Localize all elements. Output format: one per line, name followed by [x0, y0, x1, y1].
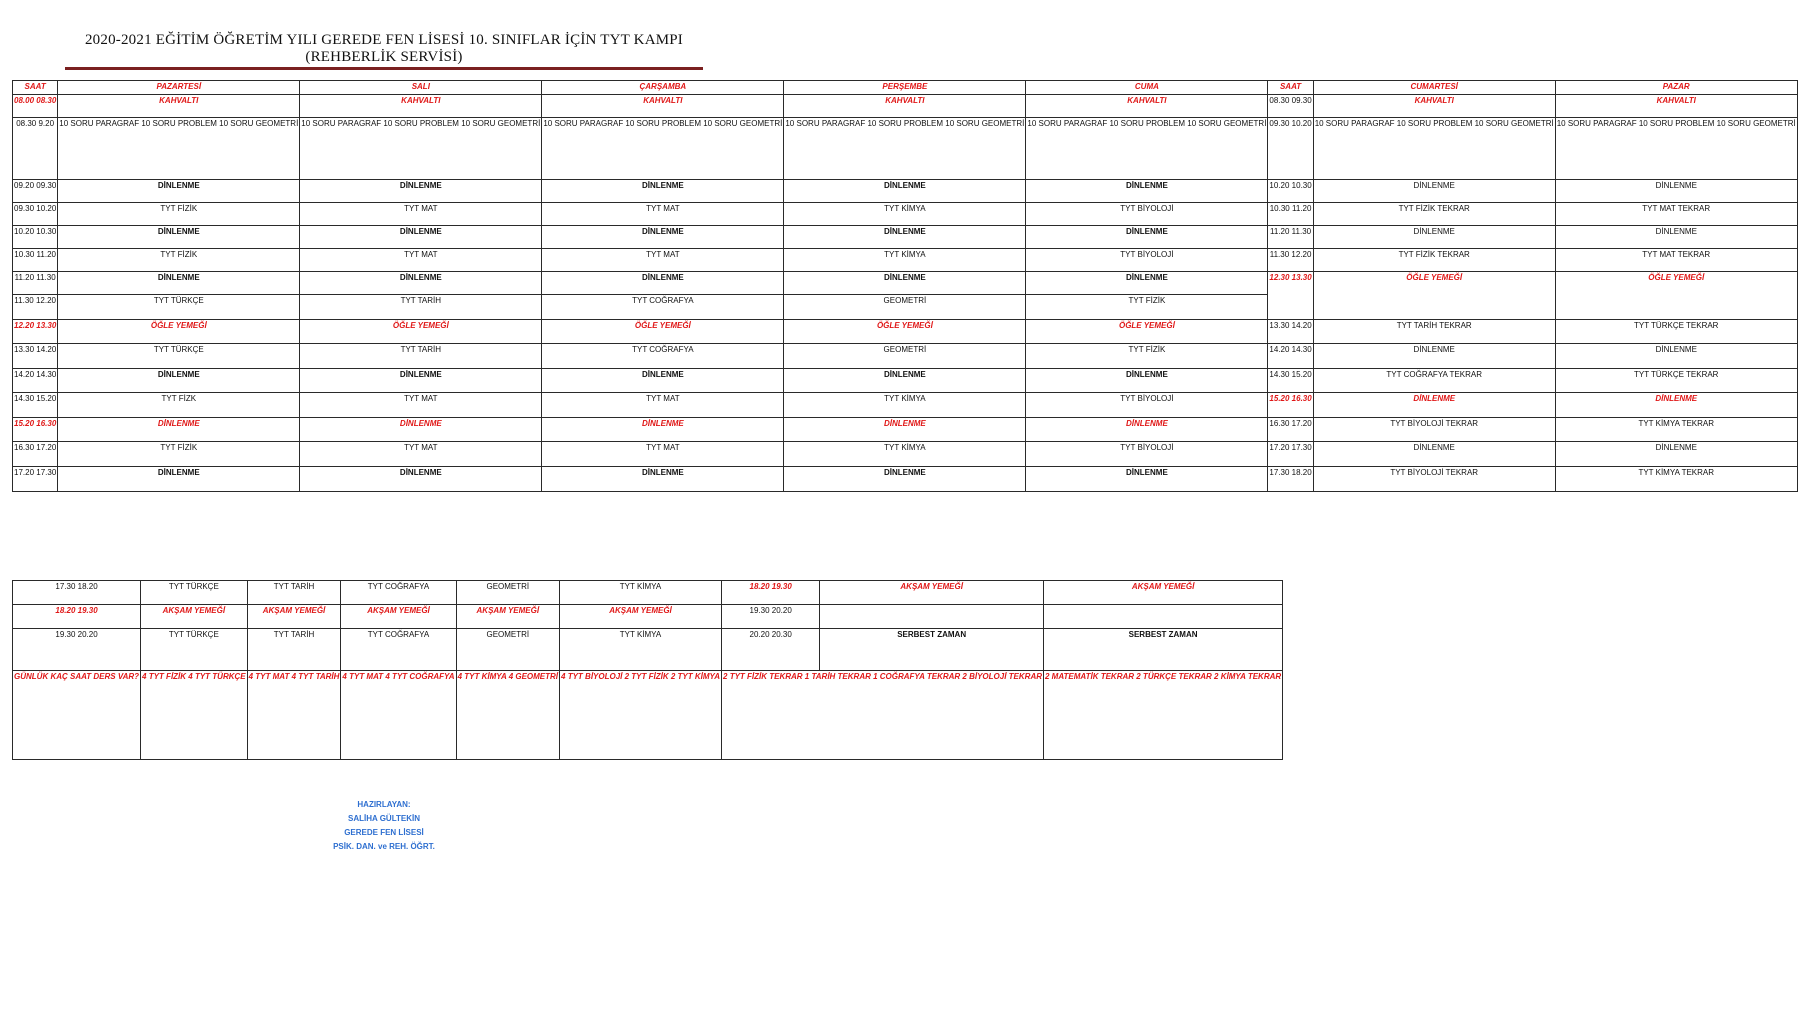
schedule-cell: DİNLENME [1555, 180, 1797, 203]
schedule-cell: TYT COĞRAFYA [341, 581, 456, 605]
schedule-cell: KAHVALTI [784, 95, 1026, 118]
schedule-cell: 17.30 18.20 [13, 581, 141, 605]
schedule-cell: TYT MAT [542, 203, 784, 226]
table-row [13, 344, 1798, 369]
schedule-cell: TYT COĞRAFYA [542, 344, 784, 369]
schedule-cell: DİNLENME [1313, 226, 1555, 249]
schedule-cell: 10.30 11.20 [1268, 203, 1313, 226]
schedule-cell: TYT MAT [300, 393, 542, 418]
schedule-cell: GEOMETRİ [456, 629, 559, 671]
schedule-cell: KAHVALTI [58, 95, 300, 118]
schedule-cell: TYT MAT [300, 203, 542, 226]
schedule-cell: SERBEST ZAMAN [820, 629, 1044, 671]
schedule-cell: TYT MAT [300, 442, 542, 467]
schedule-cell: 10 SORU PARAGRAF 10 SORU PROBLEM 10 SORU GEOMETRİ [58, 118, 300, 180]
schedule-cell: TYT TÜRKÇE TEKRAR [1555, 320, 1797, 344]
schedule-cell: TYT TÜRKÇE [58, 295, 300, 320]
schedule-cell: 10.20 10.30 [13, 226, 58, 249]
schedule-cell: AKŞAM YEMEĞİ [247, 605, 341, 629]
schedule-cell: TYT BİYOLOJİ TEKRAR [1313, 467, 1555, 492]
schedule-cell: TYT MAT TEKRAR [1555, 249, 1797, 272]
schedule-cell: TYT COĞRAFYA TEKRAR [1313, 369, 1555, 393]
schedule-cell: DİNLENME [784, 467, 1026, 492]
schedule-cell: TYT KİMYA TEKRAR [1555, 418, 1797, 442]
table-row [13, 369, 1798, 393]
header-pazartesi: PAZARTESİ [58, 81, 300, 95]
table-row [13, 320, 1798, 344]
schedule-cell: DİNLENME [542, 418, 784, 442]
schedule-cell: 17.20 17.30 [13, 467, 58, 492]
schedule-cell: DİNLENME [1026, 272, 1268, 295]
schedule-cell: 09.30 10.20 [1268, 118, 1313, 180]
schedule-cell: TYT TÜRKÇE TEKRAR [1555, 369, 1797, 393]
header-persembe: PERŞEMBE [784, 81, 1026, 95]
schedule-cell: TYT COĞRAFYA [542, 295, 784, 320]
schedule-cell: DİNLENME [784, 226, 1026, 249]
schedule-cell: DİNLENME [542, 467, 784, 492]
schedule-cell: DİNLENME [1313, 442, 1555, 467]
schedule-cell: 17.20 17.30 [1268, 442, 1313, 467]
schedule-cell: DİNLENME [58, 467, 300, 492]
table-row [13, 442, 1798, 467]
prepared-by-label: HAZIRLAYAN: [357, 800, 411, 809]
schedule-cell: ÖĞLE YEMEĞİ [1555, 272, 1797, 320]
table-row [13, 393, 1798, 418]
schedule-cell: DİNLENME [542, 226, 784, 249]
table-row [13, 581, 1283, 605]
schedule-cell: DİNLENME [1026, 467, 1268, 492]
schedule-cell: 2 MATEMATİK TEKRAR 2 TÜRKÇE TEKRAR 2 KİMYA TEKRAR [1044, 671, 1283, 760]
document-subtitle: (REHBERLİK SERVİSİ) [305, 49, 463, 65]
prepared-by-block [0, 798, 768, 854]
schedule-cell: ÖĞLE YEMEĞİ [300, 320, 542, 344]
table-row [13, 249, 1798, 272]
schedule-cell: 13.30 14.20 [1268, 320, 1313, 344]
schedule-cell: 13.30 14.20 [13, 344, 58, 369]
schedule-cell: TYT FİZİK TEKRAR [1313, 203, 1555, 226]
header-carsamba: ÇARŞAMBA [542, 81, 784, 95]
schedule-cell: DİNLENME [1026, 180, 1268, 203]
schedule-cell: KAHVALTI [542, 95, 784, 118]
schedule-cell: 15.20 16.30 [1268, 393, 1313, 418]
table-row [13, 203, 1798, 226]
schedule-cell: TYT FİZİK TEKRAR [1313, 249, 1555, 272]
schedule-cell: TYT BİYOLOJİ [1026, 203, 1268, 226]
schedule-cell [820, 605, 1044, 629]
schedule-cell: DİNLENME [784, 272, 1026, 295]
schedule-cell: ÖĞLE YEMEĞİ [784, 320, 1026, 344]
schedule-cell: 10 SORU PARAGRAF 10 SORU PROBLEM 10 SORU GEOMETRİ [1555, 118, 1797, 180]
schedule-cell: TYT KİMYA [560, 629, 722, 671]
schedule-cell: 17.30 18.20 [1268, 467, 1313, 492]
schedule-cell: DİNLENME [300, 418, 542, 442]
table-row [13, 226, 1798, 249]
schedule-cell: 4 TYT FİZİK 4 TYT TÜRKÇE [141, 671, 248, 760]
schedule-cell: TYT TÜRKÇE [141, 629, 248, 671]
title-underline [65, 67, 703, 70]
schedule-cell: 14.30 15.20 [13, 393, 58, 418]
header-saat-weekend: SAAT [1268, 81, 1313, 95]
schedule-cell: 11.30 12.20 [1268, 249, 1313, 272]
schedule-cell: ÖĞLE YEMEĞİ [542, 320, 784, 344]
table-row [13, 671, 1283, 760]
schedule-cell: DİNLENME [300, 226, 542, 249]
schedule-cell: TYT KİMYA [784, 393, 1026, 418]
schedule-cell: TYT MAT TEKRAR [1555, 203, 1797, 226]
schedule-cell: DİNLENME [1555, 226, 1797, 249]
schedule-cell: TYT KİMYA [784, 249, 1026, 272]
schedule-cell: TYT TARİH [300, 344, 542, 369]
schedule-cell: ÖĞLE YEMEĞİ [58, 320, 300, 344]
schedule-cell: TYT KİMYA [560, 581, 722, 605]
schedule-cell: 11.20 11.30 [1268, 226, 1313, 249]
header-sali: SALI [300, 81, 542, 95]
schedule-cell: SERBEST ZAMAN [1044, 629, 1283, 671]
schedule-cell: AKŞAM YEMEĞİ [820, 581, 1044, 605]
schedule-cell: 14.20 14.30 [13, 369, 58, 393]
schedule-cell: TYT MAT [542, 393, 784, 418]
schedule-cell: GÜNLÜK KAÇ SAAT DERS VAR? [13, 671, 141, 760]
schedule-cell: DİNLENME [1555, 442, 1797, 467]
schedule-cell: TYT COĞRAFYA [341, 629, 456, 671]
schedule-cell: TYT KİMYA TEKRAR [1555, 467, 1797, 492]
schedule-cell: 10 SORU PARAGRAF 10 SORU PROBLEM 10 SORU GEOMETRİ [784, 118, 1026, 180]
schedule-cell: 11.20 11.30 [13, 272, 58, 295]
table-row [13, 629, 1283, 671]
table-row [13, 95, 1798, 118]
schedule-cell: ÖĞLE YEMEĞİ [1313, 272, 1555, 320]
schedule-cell: TYT FİZİK [1026, 344, 1268, 369]
schedule-cell: DİNLENME [1313, 344, 1555, 369]
schedule-table-main [12, 80, 1798, 492]
schedule-cell: 12.30 13.30 [1268, 272, 1313, 320]
schedule-cell: DİNLENME [300, 369, 542, 393]
table-header-row [13, 81, 1798, 95]
schedule-cell: DİNLENME [1555, 393, 1797, 418]
schedule-cell: DİNLENME [784, 180, 1026, 203]
schedule-cell: GEOMETRİ [456, 581, 559, 605]
schedule-cell: DİNLENME [542, 369, 784, 393]
schedule-cell: TYT MAT [300, 249, 542, 272]
table-row [13, 180, 1798, 203]
schedule-cell: 10 SORU PARAGRAF 10 SORU PROBLEM 10 SORU GEOMETRİ [1313, 118, 1555, 180]
schedule-cell: GEOMETRİ [784, 344, 1026, 369]
table-row [13, 605, 1283, 629]
schedule-cell: DİNLENME [1026, 418, 1268, 442]
schedule-cell: 2 TYT FİZİK TEKRAR 1 TARİH TEKRAR 1 COĞRAFYA TEKRAR 2 BİYOLOJİ TEKRAR [722, 671, 1044, 760]
schedule-cell: 18.20 19.30 [722, 581, 820, 605]
school-name: GEREDE FEN LİSESİ [344, 828, 424, 837]
schedule-cell: 4 TYT BİYOLOJİ 2 TYT FİZİK 2 TYT KİMYA [560, 671, 722, 760]
schedule-table-evening [12, 580, 1283, 760]
schedule-cell: 08.30 9.20 [13, 118, 58, 180]
schedule-cell: TYT TARİH [247, 629, 341, 671]
schedule-cell: DİNLENME [300, 272, 542, 295]
schedule-cell: TYT FİZK [58, 393, 300, 418]
schedule-cell: DİNLENME [1313, 180, 1555, 203]
schedule-cell: 08.00 08.30 [13, 95, 58, 118]
document-title: 2020-2021 EĞİTİM ÖĞRETİM YILI GEREDE FEN LİSESİ 10. SINIFLAR İÇİN TYT KAMPI [84, 32, 684, 48]
schedule-cell: TYT TARİH TEKRAR [1313, 320, 1555, 344]
schedule-cell: TYT FİZİK [58, 442, 300, 467]
schedule-cell: ÖĞLE YEMEĞİ [1026, 320, 1268, 344]
schedule-cell: 15.20 16.30 [13, 418, 58, 442]
schedule-cell: 09.30 10.20 [13, 203, 58, 226]
schedule-cell: DİNLENME [784, 369, 1026, 393]
schedule-cell: KAHVALTI [1026, 95, 1268, 118]
schedule-cell: 10.20 10.30 [1268, 180, 1313, 203]
schedule-cell: 09.20 09.30 [13, 180, 58, 203]
schedule-cell: 10 SORU PARAGRAF 10 SORU PROBLEM 10 SORU GEOMETRİ [542, 118, 784, 180]
schedule-cell: 19.30 20.20 [722, 605, 820, 629]
schedule-cell: 14.20 14.30 [1268, 344, 1313, 369]
schedule-cell: 18.20 19.30 [13, 605, 141, 629]
schedule-cell: TYT FİZİK [1026, 295, 1268, 320]
schedule-cell: TYT TÜRKÇE [141, 581, 248, 605]
schedule-cell: 08.30 09.30 [1268, 95, 1313, 118]
schedule-body-evening [13, 581, 1283, 760]
schedule-cell: DİNLENME [1555, 344, 1797, 369]
schedule-cell: AKŞAM YEMEĞİ [1044, 581, 1283, 605]
schedule-cell: 10 SORU PARAGRAF 10 SORU PROBLEM 10 SORU GEOMETRİ [300, 118, 542, 180]
schedule-cell: TYT BİYOLOJİ [1026, 249, 1268, 272]
schedule-cell: KAHVALTI [1555, 95, 1797, 118]
schedule-cell: 14.30 15.20 [1268, 369, 1313, 393]
schedule-cell: DİNLENME [542, 180, 784, 203]
schedule-cell: DİNLENME [1026, 369, 1268, 393]
table-row [13, 118, 1798, 180]
header-saat: SAAT [13, 81, 58, 95]
schedule-cell: DİNLENME [58, 226, 300, 249]
schedule-cell: DİNLENME [58, 369, 300, 393]
schedule-cell: 11.30 12.20 [13, 295, 58, 320]
schedule-cell: 4 TYT MAT 4 TYT COĞRAFYA [341, 671, 456, 760]
schedule-cell: TYT BİYOLOJİ TEKRAR [1313, 418, 1555, 442]
schedule-cell [1044, 605, 1283, 629]
schedule-cell: KAHVALTI [300, 95, 542, 118]
header-cuma: CUMA [1026, 81, 1268, 95]
author-title: PSİK. DAN. ve REH. ÖĞRT. [333, 842, 435, 851]
schedule-cell: DİNLENME [542, 272, 784, 295]
schedule-cell: DİNLENME [58, 272, 300, 295]
table-row [13, 418, 1798, 442]
schedule-cell: AKŞAM YEMEĞİ [560, 605, 722, 629]
schedule-cell: TYT TARİH [300, 295, 542, 320]
schedule-cell: 19.30 20.20 [13, 629, 141, 671]
schedule-cell: 10.30 11.20 [13, 249, 58, 272]
header-pazar: PAZAR [1555, 81, 1797, 95]
schedule-cell: DİNLENME [1313, 393, 1555, 418]
schedule-cell: TYT BİYOLOJİ [1026, 442, 1268, 467]
schedule-cell: 4 TYT MAT 4 TYT TARİH [247, 671, 341, 760]
schedule-cell: TYT TÜRKÇE [58, 344, 300, 369]
schedule-cell: 20.20 20.30 [722, 629, 820, 671]
schedule-cell: DİNLENME [58, 418, 300, 442]
table-row [13, 467, 1798, 492]
schedule-cell: AKŞAM YEMEĞİ [341, 605, 456, 629]
schedule-cell: TYT FİZİK [58, 203, 300, 226]
schedule-cell: TYT KİMYA [784, 442, 1026, 467]
schedule-cell: DİNLENME [300, 180, 542, 203]
schedule-cell: TYT TARİH [247, 581, 341, 605]
schedule-body-main [13, 95, 1798, 492]
schedule-cell: 12.20 13.30 [13, 320, 58, 344]
schedule-cell: DİNLENME [1026, 226, 1268, 249]
schedule-cell: 16.30 17.20 [1268, 418, 1313, 442]
schedule-cell: GEOMETRİ [784, 295, 1026, 320]
schedule-cell: TYT BİYOLOJİ [1026, 393, 1268, 418]
table-row [13, 272, 1798, 295]
schedule-cell: 4 TYT KİMYA 4 GEOMETRİ [456, 671, 559, 760]
schedule-cell: DİNLENME [300, 467, 542, 492]
schedule-cell: AKŞAM YEMEĞİ [456, 605, 559, 629]
author-name: SALİHA GÜLTEKİN [348, 814, 420, 823]
schedule-cell: TYT FİZİK [58, 249, 300, 272]
header-cumartesi: CUMARTESİ [1313, 81, 1555, 95]
schedule-cell: 10 SORU PARAGRAF 10 SORU PROBLEM 10 SORU GEOMETRİ [1026, 118, 1268, 180]
schedule-cell: TYT MAT [542, 442, 784, 467]
schedule-cell: 16.30 17.20 [13, 442, 58, 467]
schedule-cell: TYT KİMYA [784, 203, 1026, 226]
schedule-cell: DİNLENME [58, 180, 300, 203]
schedule-cell: DİNLENME [784, 418, 1026, 442]
schedule-cell: AKŞAM YEMEĞİ [141, 605, 248, 629]
schedule-cell: TYT MAT [542, 249, 784, 272]
schedule-cell: KAHVALTI [1313, 95, 1555, 118]
